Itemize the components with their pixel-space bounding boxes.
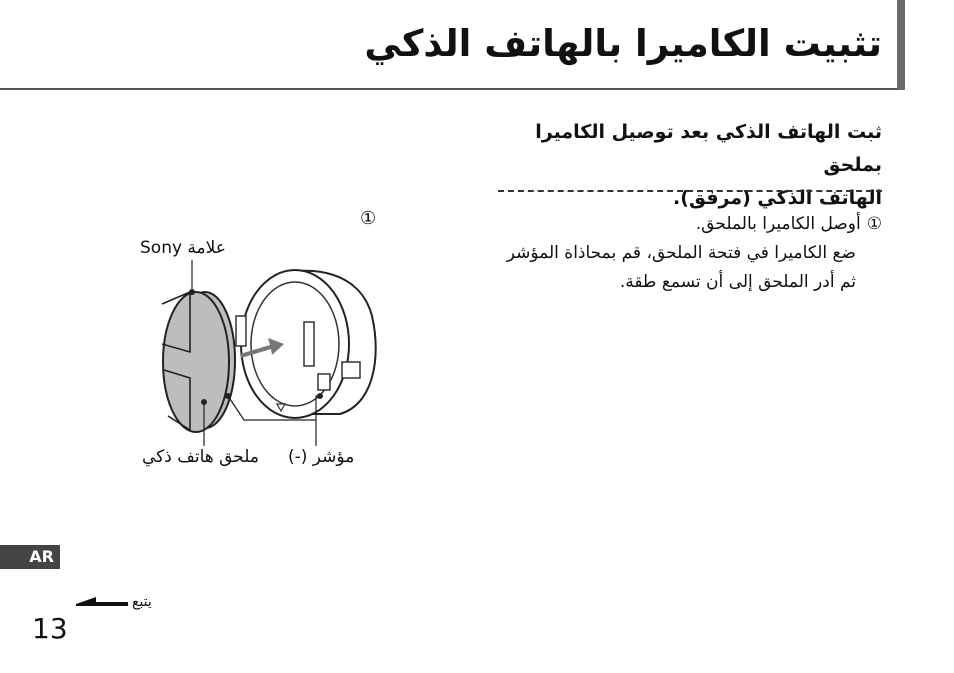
- step-1-line-2: ضع الكاميرا في فتحة الملحق، قم بمحاذاة المؤشر: [506, 243, 856, 263]
- subtitle-line-1: ثبت الهاتف الذكي بعد توصيل الكاميرا بملحق: [535, 121, 882, 176]
- callout-sony-mark: علامة Sony: [140, 238, 226, 258]
- step-1-marker: ①: [866, 214, 882, 234]
- callout-index: مؤشر (-): [288, 447, 355, 467]
- camera-side-window: [342, 362, 360, 378]
- continue-arrow-icon: [76, 596, 128, 608]
- subtitle-line-2: الهاتف الذكي (مرفق).: [673, 187, 882, 209]
- figure-number: ①: [360, 208, 377, 229]
- header-rule: [0, 88, 904, 90]
- step-1-heading: [482, 210, 882, 239]
- camera-clip-right: [304, 322, 314, 366]
- attachment-face: [163, 292, 229, 432]
- continue-label: يتبع: [132, 594, 152, 610]
- step-1-line-3: ثم أدر الملحق إلى أن تسمع طقة.: [619, 272, 856, 292]
- page-number: 13: [32, 612, 68, 645]
- language-tab: AR: [0, 545, 60, 569]
- step-1-line-1: أوصل الكاميرا بالملحق.: [695, 214, 861, 234]
- camera-side-button: [318, 374, 330, 390]
- step-1: [482, 210, 882, 297]
- camera-clip-left: [236, 316, 246, 346]
- header-side-bar: [897, 0, 905, 90]
- camera-front-ring: [241, 270, 349, 418]
- page-title: تثبيت الكاميرا بالهاتف الذكي: [364, 22, 882, 65]
- callout-smartphone-attachment: ملحق هاتف ذكي: [142, 447, 259, 467]
- dashed-separator: [498, 190, 882, 192]
- figure-illustration: [120, 230, 400, 480]
- continue-indicator: [76, 594, 152, 610]
- section-subtitle: [502, 116, 882, 215]
